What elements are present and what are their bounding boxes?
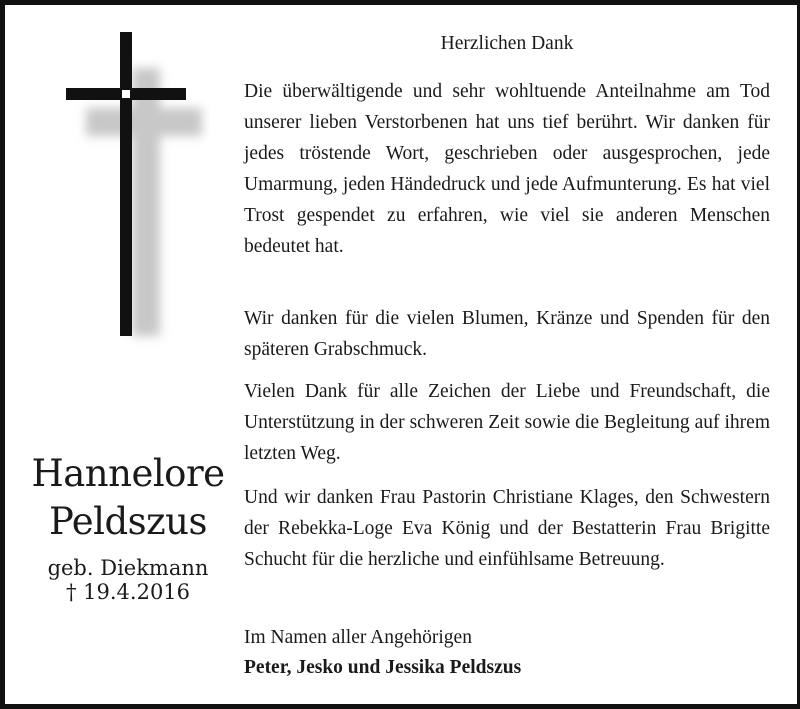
notice-paragraph: Wir danken für die vielen Blumen, Kränze und Spenden für den späteren Grabschmuck.	[244, 308, 770, 360]
notice-paragraph: Und wir danken Frau Pastorin Christiane Klages, den Schwestern der Rebekka-Loge Eva König und der Bestatterin Frau Brigitte Schucht für die herzliche und einfühlsame Betreuung.	[244, 487, 770, 570]
deceased-last-name: Peldszus	[49, 500, 207, 543]
cross-icon	[60, 30, 210, 350]
deceased-first-name: Hannelore	[31, 452, 225, 495]
closing-line: Im Namen aller Angehörigen	[244, 627, 472, 648]
deceased-birth-name: geb. Diekmann	[47, 556, 209, 580]
cross-shape	[66, 32, 186, 336]
signatures: Peter, Jesko und Jessika Peldszus	[244, 657, 522, 678]
cross-shadow	[86, 68, 202, 336]
cross-center-highlight	[122, 90, 130, 98]
notice-paragraph: Vielen Dank für alle Zeichen der Liebe und Freundschaft, die Unterstützung in der schweren Zeit sowie die Begleitung auf ihrem letzten Weg.	[244, 381, 770, 464]
notice-paragraph: Die überwältigende und sehr wohltuende Anteilnahme am Tod unserer lieben Verstorbenen hat uns tief berührt. Wir danken für jedes tröstende Wort, geschrieben oder ausgesprochen, jede Umarmung, jeden Händedruck und jede Aufmunterung. Es hat viel Trost gespendet zu erfahren, wie viel sie anderen Menschen bedeutet hat.	[244, 81, 770, 257]
notice-heading: Herzlichen Dank	[440, 33, 574, 54]
deceased-death-date: † 19.4.2016	[65, 580, 191, 604]
